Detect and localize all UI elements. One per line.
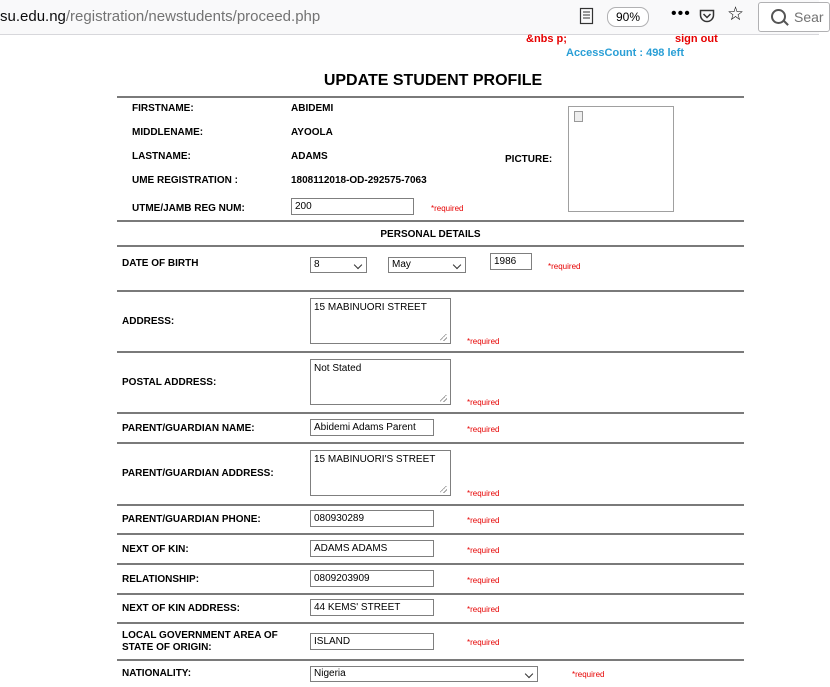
dob-day-value: 8	[314, 259, 320, 270]
divider	[117, 533, 744, 535]
resize-grip-icon[interactable]	[440, 486, 447, 493]
utme-reg-label: UTME/JAMB REG NUM:	[132, 203, 245, 214]
divider	[117, 593, 744, 595]
reader-view-icon[interactable]	[580, 8, 593, 24]
lastname-value: ADAMS	[291, 151, 328, 162]
search-box[interactable]	[758, 2, 830, 32]
required-note: *required	[467, 546, 500, 555]
divider	[117, 659, 744, 661]
divider	[117, 412, 744, 414]
required-note: *required	[467, 425, 500, 434]
divider	[117, 504, 744, 506]
guardian-name-input[interactable]	[310, 419, 434, 436]
chevron-down-icon	[525, 670, 533, 678]
dob-month-value: May	[392, 259, 411, 270]
nationality-select[interactable]	[310, 666, 538, 682]
chevron-down-icon	[453, 261, 461, 269]
divider	[117, 622, 744, 624]
required-note: *required	[467, 576, 500, 585]
divider	[117, 220, 744, 222]
required-note: *required	[467, 337, 500, 346]
required-note: *required	[431, 204, 464, 213]
url-path: /registration/newstudents/proceed.php	[65, 8, 321, 25]
ume-registration-label: UME REGISTRATION :	[132, 175, 238, 186]
chevron-down-icon	[354, 261, 362, 269]
address-label: ADDRESS:	[122, 316, 175, 327]
nbsp-text: &nbs p;	[526, 33, 567, 45]
search-placeholder: Sear	[794, 9, 824, 25]
ume-registration-value: 1808112018-OD-292575-7063	[291, 175, 427, 186]
lga-label-line-1: LOCAL GOVERNMENT AREA OF	[122, 630, 278, 641]
guardian-name-label: PARENT/GUARDIAN NAME:	[122, 423, 255, 434]
picture-label: PICTURE:	[505, 154, 553, 165]
dob-day-select[interactable]	[310, 257, 367, 273]
divider	[117, 351, 744, 353]
next-of-kin-input[interactable]	[310, 540, 434, 557]
pocket-icon[interactable]	[699, 8, 715, 24]
firstname-value: ABIDEMI	[291, 103, 334, 114]
postal-address-label: POSTAL ADDRESS:	[122, 377, 217, 388]
divider	[117, 245, 744, 247]
required-note: *required	[467, 489, 500, 498]
required-note: *required	[467, 398, 500, 407]
lga-label-line-2: STATE OF ORIGIN:	[122, 642, 212, 653]
resize-grip-icon[interactable]	[440, 334, 447, 341]
bookmark-star-icon[interactable]: ☆	[727, 4, 745, 25]
guardian-phone-label: PARENT/GUARDIAN PHONE:	[122, 514, 261, 525]
lga-label	[122, 630, 278, 654]
nationality-value: Nigeria	[314, 668, 346, 679]
relationship-input[interactable]	[310, 570, 434, 587]
zoom-level-button[interactable]: 90%	[607, 7, 649, 27]
address-textarea[interactable]	[310, 298, 451, 344]
next-of-kin-label: NEXT OF KIN:	[122, 544, 189, 555]
search-icon	[771, 9, 786, 24]
lastname-label: LASTNAME:	[132, 151, 191, 162]
url-bar[interactable]	[0, 8, 320, 25]
nationality-label: NATIONALITY:	[122, 668, 192, 679]
required-note: *required	[572, 670, 605, 679]
divider	[117, 96, 744, 98]
broken-image-icon	[574, 111, 583, 122]
sign-out-link[interactable]: sign out	[675, 33, 718, 45]
dob-month-select[interactable]	[388, 257, 466, 273]
lga-input[interactable]	[310, 633, 434, 650]
guardian-address-textarea[interactable]	[310, 450, 451, 496]
access-count: AccessCount : 498 left	[566, 47, 684, 59]
middlename-label: MIDDLENAME:	[132, 127, 204, 138]
required-note: *required	[548, 262, 581, 271]
more-actions-icon[interactable]: •••	[671, 5, 691, 22]
required-note: *required	[467, 605, 500, 614]
divider	[117, 290, 744, 292]
divider	[117, 563, 744, 565]
browser-toolbar	[0, 0, 824, 35]
resize-grip-icon[interactable]	[440, 395, 447, 402]
required-note: *required	[467, 516, 500, 525]
guardian-address-label: PARENT/GUARDIAN ADDRESS:	[122, 468, 274, 479]
dob-year-input[interactable]	[490, 253, 532, 270]
passport-picture	[568, 106, 674, 212]
personal-details-heading: PERSONAL DETAILS	[380, 229, 481, 240]
middlename-value: AYOOLA	[291, 127, 333, 138]
guardian-phone-input[interactable]	[310, 510, 434, 527]
kin-address-label: NEXT OF KIN ADDRESS:	[122, 603, 240, 614]
page-title: UPDATE STUDENT PROFILE	[323, 72, 543, 89]
firstname-label: FIRSTNAME:	[132, 103, 194, 114]
postal-address-textarea[interactable]	[310, 359, 451, 405]
required-note: *required	[467, 638, 500, 647]
utme-reg-input[interactable]	[291, 198, 414, 215]
relationship-label: RELATIONSHIP:	[122, 574, 200, 585]
url-host: su.edu.ng	[0, 8, 66, 25]
dob-label: DATE OF BIRTH	[122, 258, 199, 269]
divider	[117, 442, 744, 444]
kin-address-input[interactable]	[310, 599, 434, 616]
